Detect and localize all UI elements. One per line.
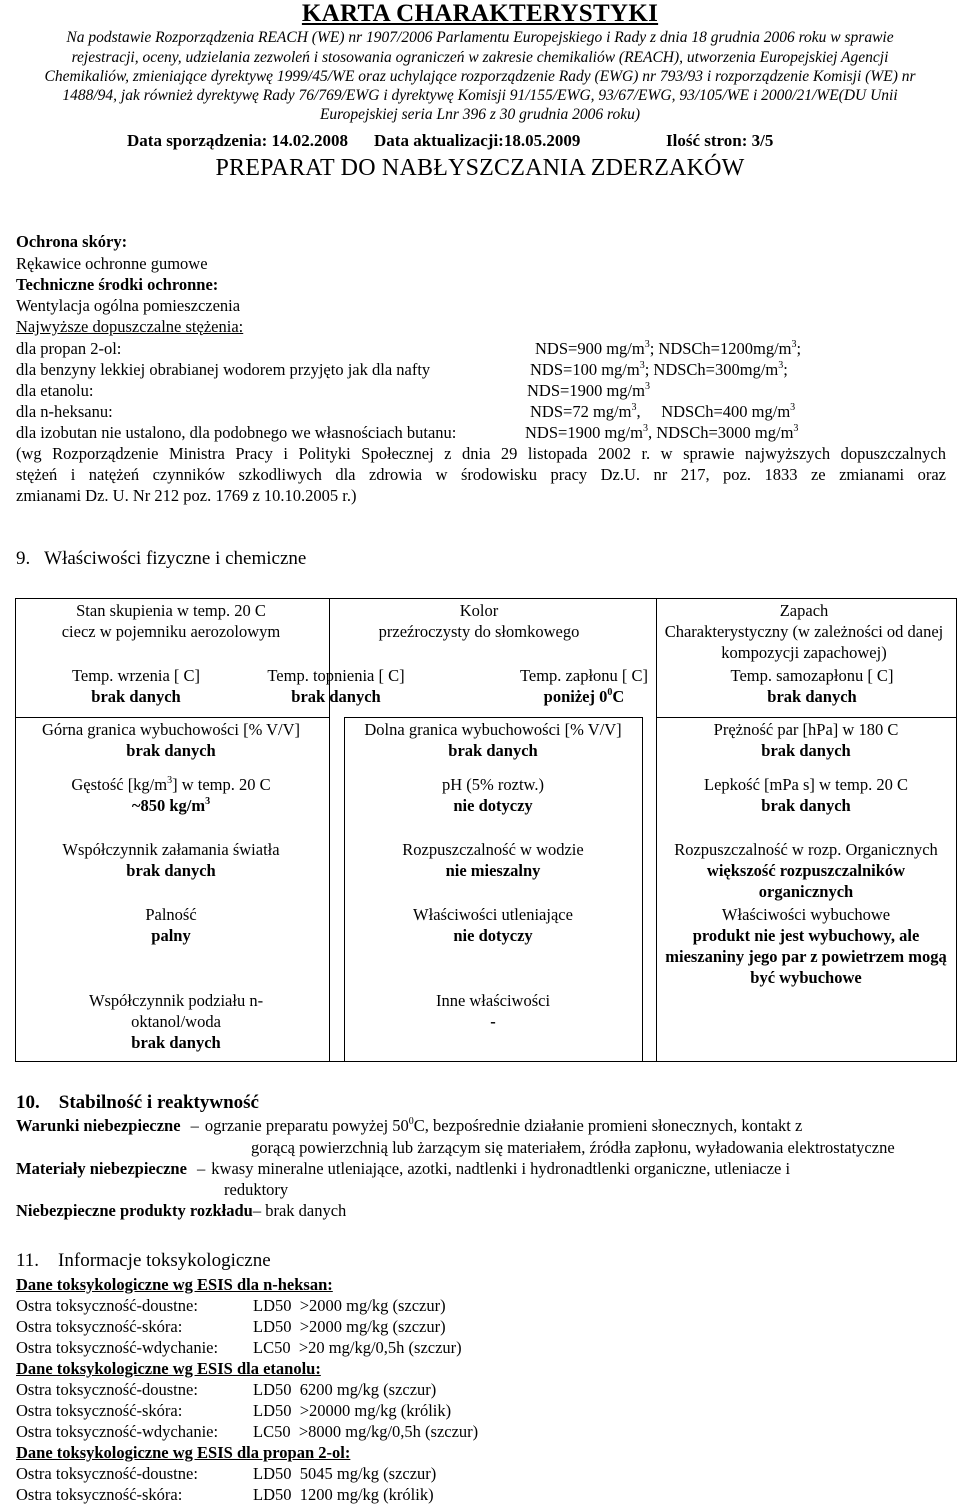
legal-line: Europejskiej seria Lnr 396 z 30 grudnia 2006 roku) — [319, 106, 641, 123]
property-cell: Współczynnik załamania światła brak danych — [62, 840, 280, 880]
tox-group-title: Dane toksykologiczne wg ESIS dla propan 2-ol: — [16, 1443, 351, 1462]
exposure-limits-label: Najwyższe dopuszczalne stężenia: — [16, 317, 244, 336]
tox-route: Ostra toksyczność-wdychanie: — [16, 1422, 219, 1441]
property-cell: Właściwości wybuchowe produkt nie jest wybuchowy, ale mieszaniny jego par z powietrzem mogą być wybuchowe — [665, 905, 947, 987]
section-10-heading: 10. Stabilność i reaktywność — [16, 1092, 259, 1113]
date-updated: Data aktualizacji:18.05.2009 — [374, 131, 581, 150]
property-cell: Rozpuszczalność w rozp. Organicznych większość rozpuszczalników organicznych — [674, 840, 938, 901]
legal-line: Na podstawie Rozporządzenia REACH (WE) nr 1907/2006 Parlamentu Europejskiego i Rady z dnia 18 grudnia 2006 roku w sprawie — [66, 29, 894, 46]
section-11-heading: 11. Informacje toksykologiczne — [16, 1250, 271, 1271]
technical-measures-label: Techniczne środki ochronne: — [16, 275, 219, 294]
property-cell: Temp. zapłonu [ C] poniżej $0^0C$ — [519, 666, 649, 706]
limit-name: dla etanolu: — [16, 381, 94, 400]
property-cell: Właściwości utleniające nie dotyczy — [413, 905, 573, 945]
tox-value: LD50 1200 mg/kg (królik) — [253, 1485, 434, 1504]
technical-measures-value: Wentylacja ogólna pomieszczenia — [16, 296, 241, 315]
property-cell: Górna granica wybuchowości [% V/V] brak danych — [41, 720, 301, 760]
tox-value: LD50 >2000 mg/kg (szczur) — [253, 1296, 446, 1315]
limit-name: dla izobutan nie ustalono, dla podobnego we własnościach butanu: — [16, 423, 457, 442]
tox-route: Ostra toksyczność-skóra: — [16, 1485, 183, 1504]
hazard-conditions: Warunki niebezpieczne – ogrzanie preparatu powyżej $50^0C$, bezpośrednie działanie promieni słonecznych, kontakt z — [16, 1116, 803, 1135]
tox-group-title: Dane toksykologiczne wg ESIS dla n-heksan: — [16, 1275, 333, 1294]
limit-name: dla propan 2-ol: — [16, 339, 122, 358]
tox-value: LC50 >8000 mg/kg/0,5h (szczur) — [253, 1422, 479, 1441]
property-cell: Lepkość [mPa s] w temp. 20 C brak danych — [704, 775, 908, 815]
property-cell: Współczynnik podziału n-oktanol/woda brak danych — [88, 991, 264, 1052]
decomposition-products: Niebezpieczne produkty rozkładu– brak danych — [16, 1201, 347, 1220]
section-9-heading: 9. Właściwości fizyczne i chemiczne — [16, 548, 307, 569]
properties-table — [15, 598, 957, 1062]
property-cell: Temp. topnienia [ C] brak danych — [267, 666, 405, 706]
tox-route: Ostra toksyczność-skóra: — [16, 1401, 183, 1420]
limit-name: dla n-heksanu: — [16, 402, 113, 421]
property-cell: Kolor przeźroczysty do słomkowego — [378, 601, 580, 641]
tox-group-title: Dane toksykologiczne wg ESIS dla etanolu: — [16, 1359, 321, 1378]
tox-route: Ostra toksyczność-doustne: — [16, 1380, 198, 1399]
table-divider — [16, 717, 329, 718]
hazard-materials-cont: reduktory — [224, 1180, 289, 1199]
limit-values: NDS=72 $mg/m^3$, NDSCh=400 $mg/m^3$ — [530, 402, 796, 421]
property-cell: Palność palny — [145, 905, 197, 945]
property-cell: Temp. samozapłonu [ C] brak danych — [730, 666, 894, 706]
hazard-materials: Materiały niebezpieczne – kwasy mineralne utleniające, azotki, nadtlenki i hydronadtlenki organiczne, utleniacze i — [16, 1159, 791, 1178]
table-divider — [344, 717, 642, 718]
page-count: Ilość stron: 3/5 — [666, 131, 774, 150]
limit-name: dla benzyny lekkiej obrabianej wodorem przyjęto jak dla nafty — [16, 360, 431, 379]
property-cell: Rozpuszczalność w wodzie nie mieszalny — [402, 840, 584, 880]
tox-route: Ostra toksyczność-doustne: — [16, 1296, 198, 1315]
property-cell: Zapach Charakterystyczny (w zależności od danej kompozycji zapachowej) — [664, 601, 944, 662]
legal-line: rejestracji, oceny, udzielania zezwoleń i stosowania ograniczeń w zakresie chemikaliów (REACH), utworzenia Europejskiej Agencji — [71, 49, 889, 66]
regulation-text: (wg Rozporządzenie Ministra Pracy i Polityki Społecznej z dnia 29 listopada 2002 r. w sprawie najwyższych dopuszczalnych — [16, 444, 946, 463]
tox-value: LD50 6200 mg/kg (szczur) — [253, 1380, 437, 1399]
tox-value: LD50 >2000 mg/kg (szczur) — [253, 1317, 446, 1336]
tox-value: LD50 5045 mg/kg (szczur) — [253, 1464, 437, 1483]
property-cell: Temp. wrzenia [ C] brak danych — [71, 666, 201, 706]
legal-line: 1488/94, jak również dyrektywę Rady 76/769/EWG i dyrektywę Komisji 91/155/EWG, 93/67/EWG, 93/105/WE i 2000/21/WE(DU Unii — [62, 87, 898, 104]
tox-value: LC50 >20 mg/kg/0,5h (szczur) — [253, 1338, 462, 1357]
limit-values: NDS=900 $mg/m^3$; $NDSCh=1200mg/m^3$; — [535, 339, 802, 358]
tox-value: LD50 >20000 mg/kg (królik) — [253, 1401, 452, 1420]
property-cell: Prężność par [hPa] w 180 C brak danych — [713, 720, 899, 760]
skin-protection-label: Ochrona skóry: — [16, 232, 128, 251]
regulation-text: stężeń i natężeń czynników szkodliwych dla zdrowia w środowisku pracy Dz.U. nr 217, poz. 1833 ze zmianami oraz — [16, 465, 946, 484]
regulation-text: zmianami Dz. U. Nr 212 poz. 1769 z 10.10.2005 r.) — [16, 486, 357, 505]
property-cell: Dolna granica wybuchowości [% V/V] brak danych — [364, 720, 622, 760]
hazard-conditions-cont: gorącą powierzchnią lub żarzącym się materiałem, źródła zapłonu, wyładowania elektrostatyczne — [251, 1138, 895, 1157]
table-divider — [656, 717, 956, 718]
product-name: PREPARAT DO NABŁYSZCZANIA ZDERZAKÓW — [215, 155, 745, 181]
property-cell: Inne właściwości - — [435, 991, 551, 1031]
document-title: KARTA CHARAKTERYSTYKI — [301, 0, 659, 27]
property-cell: pH (5% roztw.) nie dotyczy — [441, 775, 545, 815]
tox-route: Ostra toksyczność-doustne: — [16, 1464, 198, 1483]
date-created: Data sporządzenia: 14.02.2008 — [127, 131, 348, 150]
property-cell: Stan skupienia w temp. 20 C ciecz w pojemniku aerozolowym — [61, 601, 281, 641]
legal-line: Chemikaliów, zmieniające dyrektywę 1999/45/WE oraz uchylające rozporządzenie Rady (EWG) nr 793/93 i rozporządzenie Komisji (WE) nr — [44, 68, 916, 85]
property-cell: Gęstość $[kg/m^3]$ w temp. 20 C ~850 $kg/m^3$ — [71, 775, 271, 815]
tox-route: Ostra toksyczność-skóra: — [16, 1317, 183, 1336]
limit-values: NDS=1900 $mg/m^3$ — [527, 381, 650, 400]
tox-route: Ostra toksyczność-wdychanie: — [16, 1338, 219, 1357]
limit-values: NDS=1900 $mg/m^3$, NDSCh=3000 $mg/m^3$ — [525, 423, 799, 442]
limit-values: NDS=100 $mg/m^3$; $NDSCh=300mg/m^3$; — [530, 360, 788, 379]
skin-protection-value: Rękawice ochronne gumowe — [16, 254, 208, 273]
